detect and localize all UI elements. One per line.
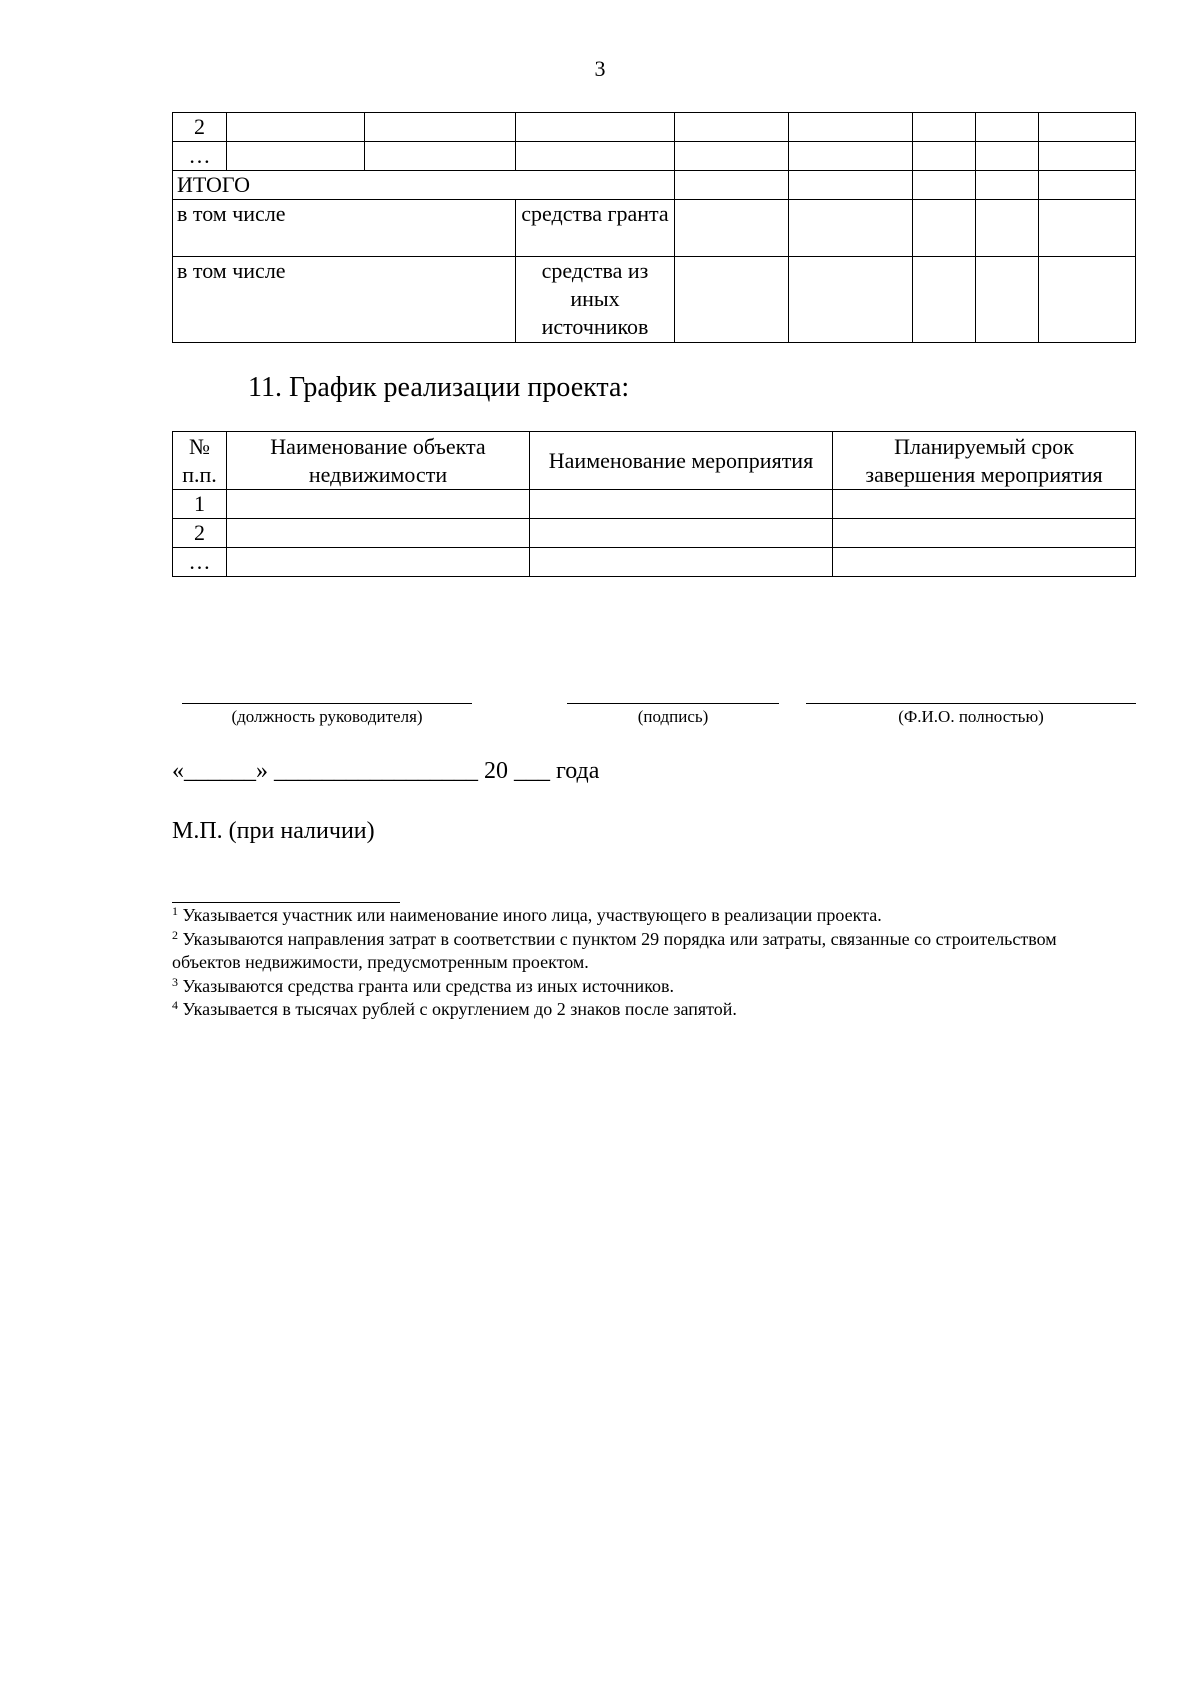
table-cell xyxy=(913,257,976,343)
table-cell xyxy=(516,113,675,142)
table-cell xyxy=(227,142,365,171)
column-header-object: Наименование объекта недвижимости xyxy=(227,432,530,490)
table-cell xyxy=(833,548,1136,577)
table-cell xyxy=(789,142,913,171)
table-cell xyxy=(675,257,789,343)
table-cell xyxy=(365,113,516,142)
subtotal-label: в том числе xyxy=(173,200,516,257)
table-row xyxy=(173,142,1136,171)
table-cell xyxy=(675,200,789,257)
table-cell xyxy=(675,142,789,171)
footnote-mark: 4 xyxy=(172,998,178,1012)
row-number: 2 xyxy=(173,113,227,142)
stamp-note: М.П. (при наличии) xyxy=(172,818,375,844)
table-cell xyxy=(976,113,1039,142)
footnote-text: Указывается в тысячах рублей с округлением до 2 знаков после запятой. xyxy=(182,999,737,1019)
header-row xyxy=(173,432,1136,490)
total-label: ИТОГО xyxy=(173,171,675,200)
total-row xyxy=(173,171,1136,200)
row-number: … xyxy=(173,548,227,577)
footnote xyxy=(172,998,1072,1022)
table-cell xyxy=(1039,171,1136,200)
schedule-table xyxy=(172,431,1136,577)
table-cell xyxy=(913,171,976,200)
subtotal-row xyxy=(173,257,1136,343)
footnote-text: Указываются средства гранта или средства из иных источников. xyxy=(182,975,675,996)
name-caption: (Ф.И.О. полностью) xyxy=(898,707,1044,726)
table-cell xyxy=(675,113,789,142)
table-cell xyxy=(976,257,1039,343)
table-cell xyxy=(789,200,913,257)
table-cell xyxy=(1039,142,1136,171)
footnote-mark: 1 xyxy=(172,904,178,918)
table-cell xyxy=(1039,113,1136,142)
table-cell xyxy=(675,171,789,200)
footnote xyxy=(172,928,1072,975)
page-number: 3 xyxy=(594,56,606,81)
footnotes xyxy=(172,904,1072,1022)
table-cell xyxy=(976,142,1039,171)
table-cell xyxy=(913,113,976,142)
footnote-separator xyxy=(172,902,400,903)
table-cell xyxy=(530,548,833,577)
footnote-mark: 2 xyxy=(172,927,178,942)
table-cell xyxy=(227,490,530,519)
table-cell xyxy=(365,142,516,171)
footnote xyxy=(172,904,1072,928)
table-cell xyxy=(1039,200,1136,257)
table-cell xyxy=(976,200,1039,257)
position-caption: (должность руководителя) xyxy=(231,707,423,726)
table-row xyxy=(173,490,1136,519)
column-header-number: № п.п. xyxy=(173,432,227,490)
table-cell xyxy=(913,200,976,257)
table-cell xyxy=(789,257,913,343)
section-title: 11. График реализации проекта: xyxy=(248,372,630,403)
footnote-text: Указываются направления затрат в соответствии с пунктом 29 порядка или затраты, связанные со строительством объектов недвижимости, предусмотренным проектом. xyxy=(172,928,1057,972)
column-header-event: Наименование мероприятия xyxy=(530,432,833,490)
footnote-text: Указывается участник или наименование иного лица, участвующего в реализации проекта. xyxy=(182,905,882,925)
table-cell xyxy=(1039,257,1136,343)
row-number: 2 xyxy=(173,519,227,548)
table-row xyxy=(173,548,1136,577)
table-cell xyxy=(530,519,833,548)
table-cell xyxy=(789,171,913,200)
table-cell xyxy=(227,113,365,142)
signature-caption: (подпись) xyxy=(637,707,709,726)
subtotal-label: в том числе xyxy=(173,257,516,343)
budget-table xyxy=(172,112,1136,343)
table-cell xyxy=(976,171,1039,200)
table-cell xyxy=(913,142,976,171)
funding-source: средства из иных источников xyxy=(516,257,675,343)
table-cell xyxy=(227,548,530,577)
table-row xyxy=(173,519,1136,548)
row-number: … xyxy=(173,142,227,171)
table-cell xyxy=(833,519,1136,548)
position-line xyxy=(182,703,472,704)
signature-line xyxy=(567,703,779,704)
date-line: «______» _________________ 20 ___ года xyxy=(172,758,600,784)
row-number: 1 xyxy=(173,490,227,519)
table-row xyxy=(173,113,1136,142)
table-cell xyxy=(833,490,1136,519)
name-line xyxy=(806,703,1136,704)
funding-source: средства гранта xyxy=(516,200,675,257)
subtotal-row xyxy=(173,200,1136,257)
table-cell xyxy=(516,142,675,171)
table-cell xyxy=(789,113,913,142)
table-cell xyxy=(530,490,833,519)
table-cell xyxy=(227,519,530,548)
column-header-deadline: Планируемый срок завершения мероприятия xyxy=(833,432,1136,490)
footnote xyxy=(172,975,1072,999)
footnote-mark: 3 xyxy=(172,974,178,989)
